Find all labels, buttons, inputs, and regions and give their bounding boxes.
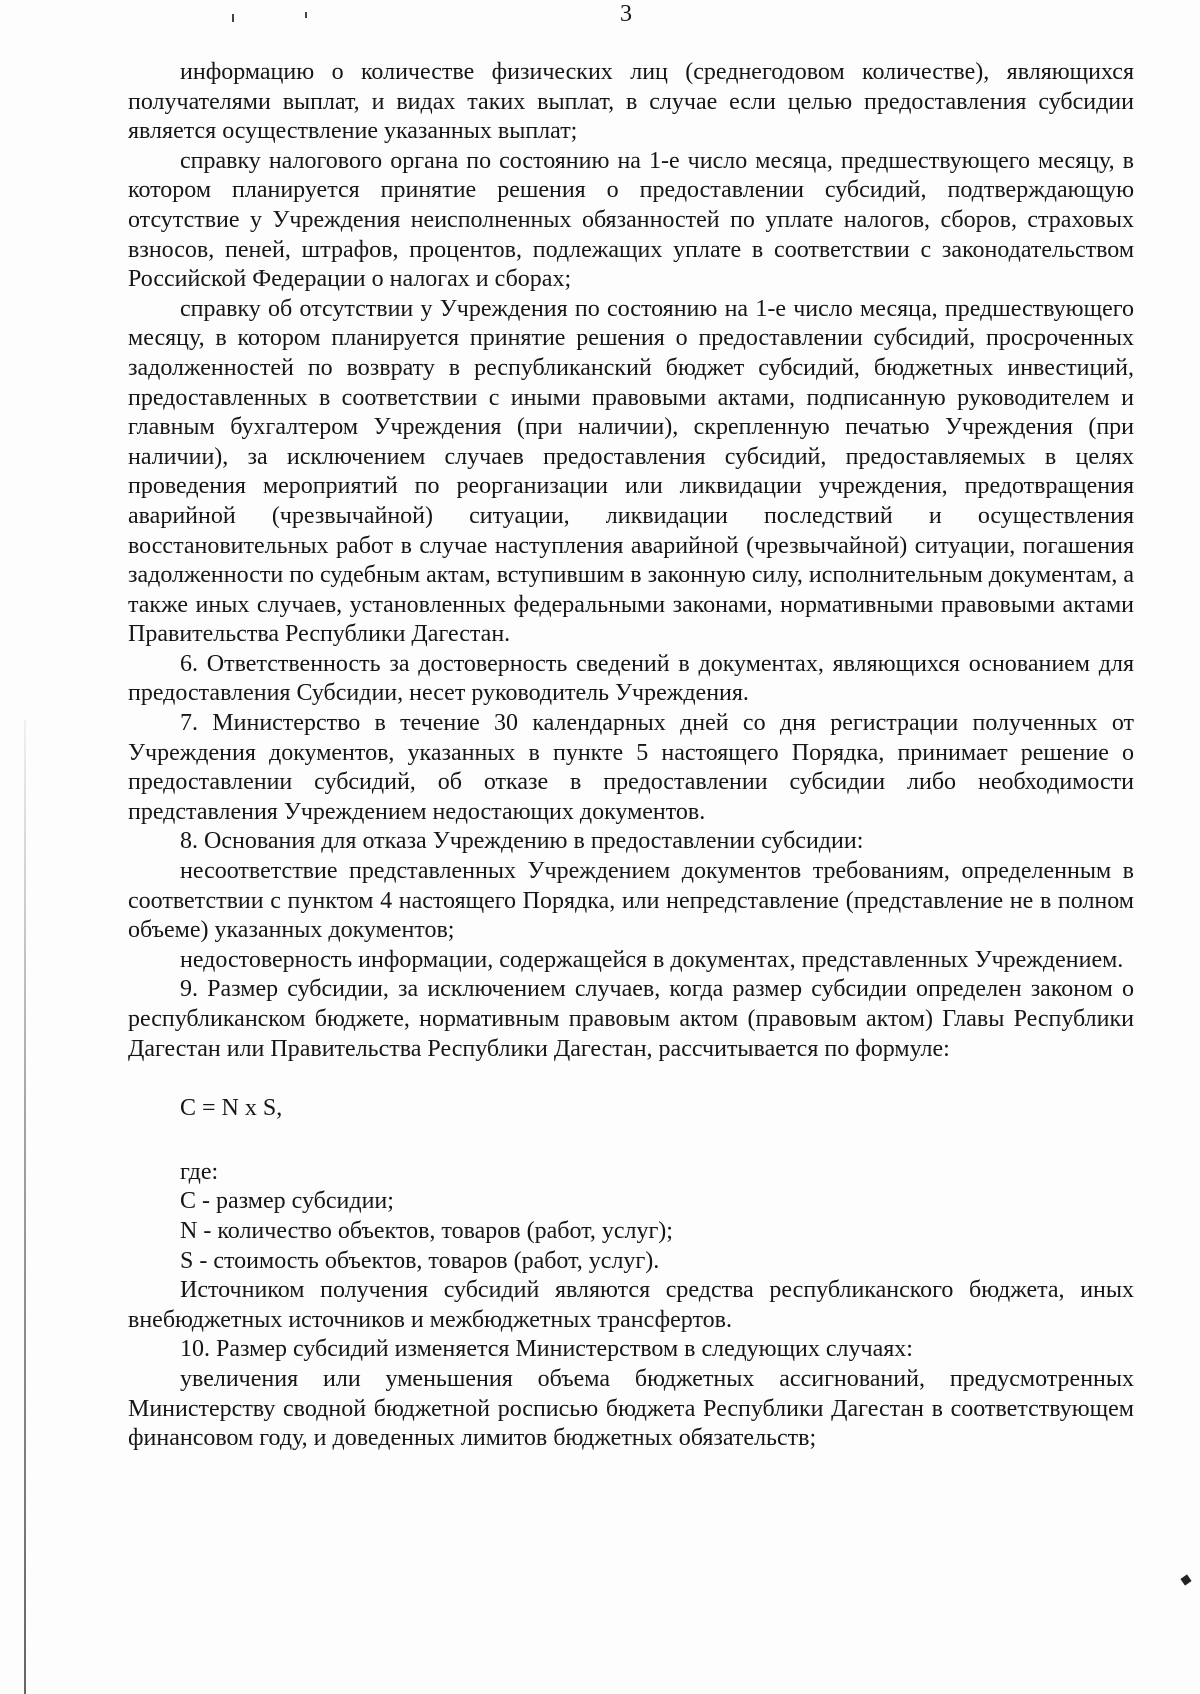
paragraph-item-6: 6. Ответственность за достоверность сведений в документах, являющихся основанием для предоставления Субсидии, несет руководитель Учреждения. [128, 650, 1134, 707]
formula: С = N x S, [180, 1095, 283, 1122]
paragraph: справку налогового органа по состоянию на 1-е число месяца, предшествующего месяцу, в котором планируется принятие решения о предоставлении субсидий, подтверждающую отсутствие у Учреждения неисполненных обязанностей по уплате налогов, сборов, страховых взносов, пеней, штрафов, процентов, подлежащих уплате в соответствии с законодательством Российской Федерации о налогах и сборах; [128, 147, 1134, 293]
paragraph: увеличения или уменьшения объема бюджетных ассигнований, предусмотренных Министерству сводной бюджетной росписью бюджета Республики Дагестан в соответствующем финансовом году, и доведенных лимитов бюджетных обязательств; [128, 1365, 1134, 1452]
scan-artifact-mark [1180, 1574, 1191, 1585]
formula-definition: С - размер субсидии; [180, 1188, 394, 1215]
paragraph-item-9: 9. Размер субсидии, за исключением случаев, когда размер субсидии определен законом о республиканском бюджете, нормативным правовым актом (правовым актом) Главы Республики Дагестан или Правительства Республики Дагестан, рассчитывается по формуле: [128, 976, 1134, 1062]
formula-definition: S - стоимость объектов, товаров (работ, услуг). [180, 1247, 660, 1274]
paragraph: информацию о количестве физических лиц (среднегодовом количестве), являющихся получателями выплат, и видах таких выплат, в случае если целью предоставления субсидии является осуществление указанных выплат; [128, 59, 1134, 145]
paragraph: Источником получения субсидий являются средства республиканского бюджета, иных внебюджетных источников и межбюджетных трансфертов. [128, 1277, 1134, 1333]
paragraph-item-7: 7. Министерство в течение 30 календарных дней со дня регистрации полученных от Учреждения документов, указанных в пункте 5 настоящего Порядка, принимает решение о предоставлении субсидий, об отказе в предоставлении субсидии либо необходимости представления Учреждением недостающих документов. [128, 710, 1134, 825]
document-body [128, 58, 1134, 1454]
scan-artifact-tick [305, 12, 307, 18]
paragraph: справку об отсутствии у Учреждения по состоянию на 1-е число месяца, предшествующего месяцу, в котором планируется принятие решения о предоставлении субсидий, просроченных задолженностей по возврату в республиканский бюджет субсидий, бюджетных инвестиций, предоставленных в соответствии с иными правовыми актами, подписанную руководителем и главным бухгалтером Учреждения (при наличии), скрепленную печатью Учреждения (при наличии), за исключением случаев предоставления субсидий, предоставляемых в целях проведения мероприятий по реорганизации или ликвидации учреждения, предотвращения аварийной (чрезвычайной) ситуации, ликвидации последствий и осуществления восстановительных работ в случае наступления аварийной (чрезвычайной) ситуации, погашения задолженности по судебным актам, вступившим в законную силу, исполнительным документам, а также иных случаев, установленных федеральными законами, нормативными правовыми актами Правительства Республики Дагестан. [128, 295, 1134, 648]
formula-definition: где: [180, 1158, 219, 1185]
paragraph: несоответствие представленных Учреждением документов требованиям, определенным в соответствии с пунктом 4 настоящего Порядка, или непредставление (представление не в полном объеме) указанных документов; [128, 858, 1134, 944]
page-number: 3 [620, 1, 632, 27]
formula-definition: N - количество объектов, товаров (работ, услуг); [180, 1217, 673, 1244]
paragraph-item-10: 10. Размер субсидий изменяется Министерством в следующих случаях: [180, 1336, 913, 1363]
paragraph: недостоверность информации, содержащейся в документах, представленных Учреждением. [180, 946, 1124, 973]
scan-artifact-edge-line [24, 720, 26, 1694]
scan-artifact-tick [232, 14, 234, 22]
paragraph-item-8: 8. Основания для отказа Учреждению в предоставлении субсидии: [180, 828, 864, 855]
